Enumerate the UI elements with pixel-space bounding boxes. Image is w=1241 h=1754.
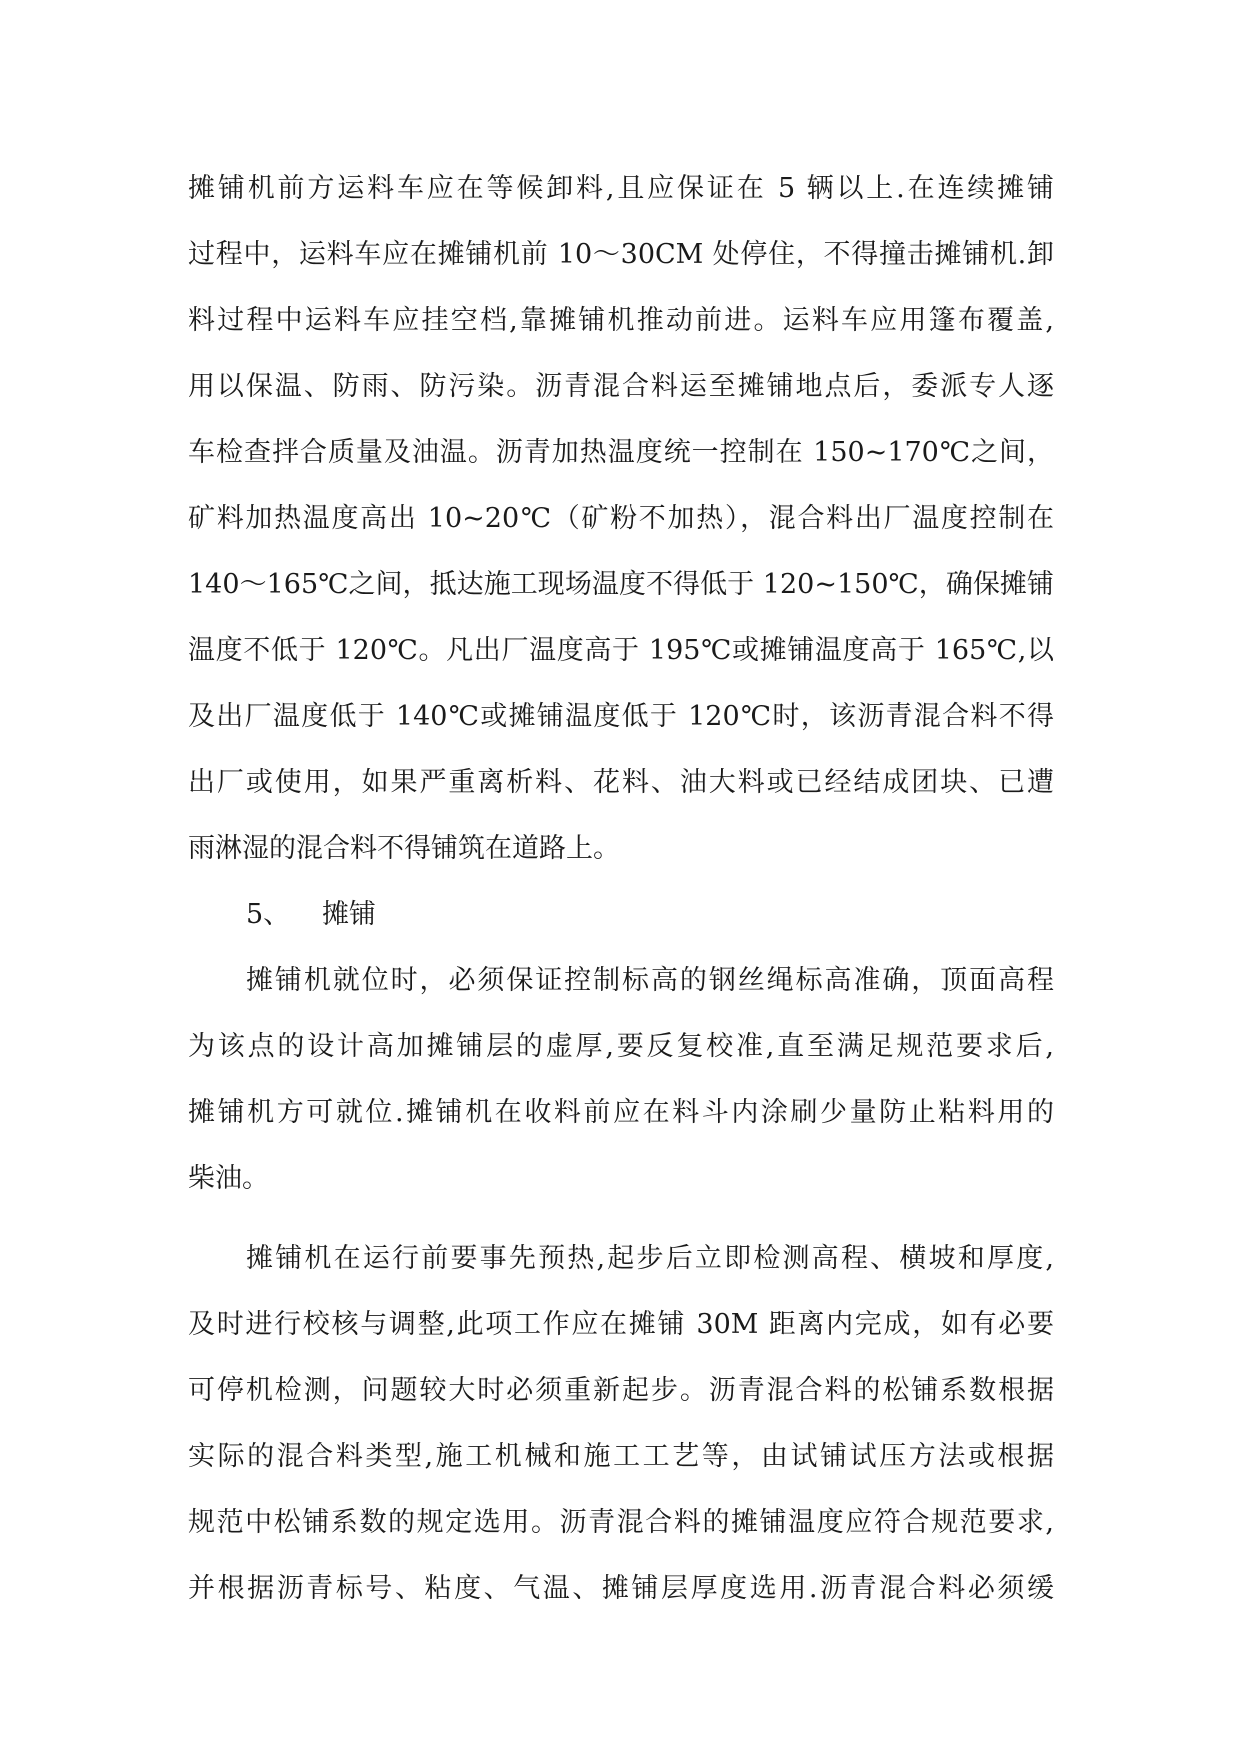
section-number: 5、 xyxy=(246,899,291,930)
document-page xyxy=(188,156,1054,1622)
text-line: 出厂或使用，如果严重离析料、花料、油大料或已经结成团块、已遭 xyxy=(188,767,1054,798)
text-line: 用以保温、防雨、防污染。沥青混合料运至摊铺地点后，委派专人逐 xyxy=(188,371,1054,402)
text-line: 过程中，运料车应在摊铺机前 10～30CM 处停住，不得撞击摊铺机.卸 xyxy=(188,239,1054,270)
paragraph-transport xyxy=(188,156,1054,882)
text-line: 实际的混合料类型,施工机械和施工工艺等，由试铺试压方法或根据 xyxy=(188,1441,1054,1472)
text-line: 及出厂温度低于 140℃或摊铺温度低于 120℃时，该沥青混合料不得 xyxy=(188,701,1054,732)
text-line: 车检查拌合质量及油温。沥青加热温度统一控制在 150~170℃之间， xyxy=(188,437,1054,468)
text-line: 料过程中运料车应挂空档,靠摊铺机推动前进。运料车应用篷布覆盖, xyxy=(188,305,1054,336)
text-line: 摊铺机方可就位.摊铺机在收料前应在料斗内涂刷少量防止粘料用的 xyxy=(188,1097,1054,1128)
text-line: 140～165℃之间，抵达施工现场温度不得低于 120~150℃，确保摊铺 xyxy=(188,569,1054,600)
text-line: 及时进行校核与调整,此项工作应在摊铺 30M 距离内完成，如有必要 xyxy=(188,1309,1054,1340)
text-line: 摊铺机就位时，必须保证控制标高的钢丝绳标高准确，顶面高程 xyxy=(246,965,1054,996)
text-line: 规范中松铺系数的规定选用。沥青混合料的摊铺温度应符合规范要求, xyxy=(188,1507,1054,1538)
text-line: 摊铺机前方运料车应在等候卸料,且应保证在 5 辆以上.在连续摊铺 xyxy=(188,173,1054,204)
text-line: 矿料加热温度高出 10~20℃（矿粉不加热），混合料出厂温度控制在 xyxy=(188,503,1054,534)
text-line: 为该点的设计高加摊铺层的虚厚,要反复校准,直至满足规范要求后, xyxy=(188,1031,1054,1062)
paragraph-paver-operation xyxy=(188,1226,1054,1622)
text-line: 雨淋湿的混合料不得铺筑在道路上。 xyxy=(188,833,620,864)
text-line: 并根据沥青标号、粘度、气温、摊铺层厚度选用.沥青混合料必须缓 xyxy=(188,1573,1054,1604)
paragraph-gap xyxy=(188,1212,1054,1226)
text-line: 柴油。 xyxy=(188,1163,269,1194)
section-title: 摊铺 xyxy=(322,899,376,930)
section-heading xyxy=(188,882,1054,948)
paragraph-paver-positioning xyxy=(188,948,1054,1212)
text-line: 摊铺机在运行前要事先预热,起步后立即检测高程、横坡和厚度, xyxy=(246,1243,1054,1274)
text-line: 温度不低于 120℃。凡出厂温度高于 195℃或摊铺温度高于 165℃,以 xyxy=(188,635,1054,666)
text-line: 可停机检测，问题较大时必须重新起步。沥青混合料的松铺系数根据 xyxy=(188,1375,1054,1406)
